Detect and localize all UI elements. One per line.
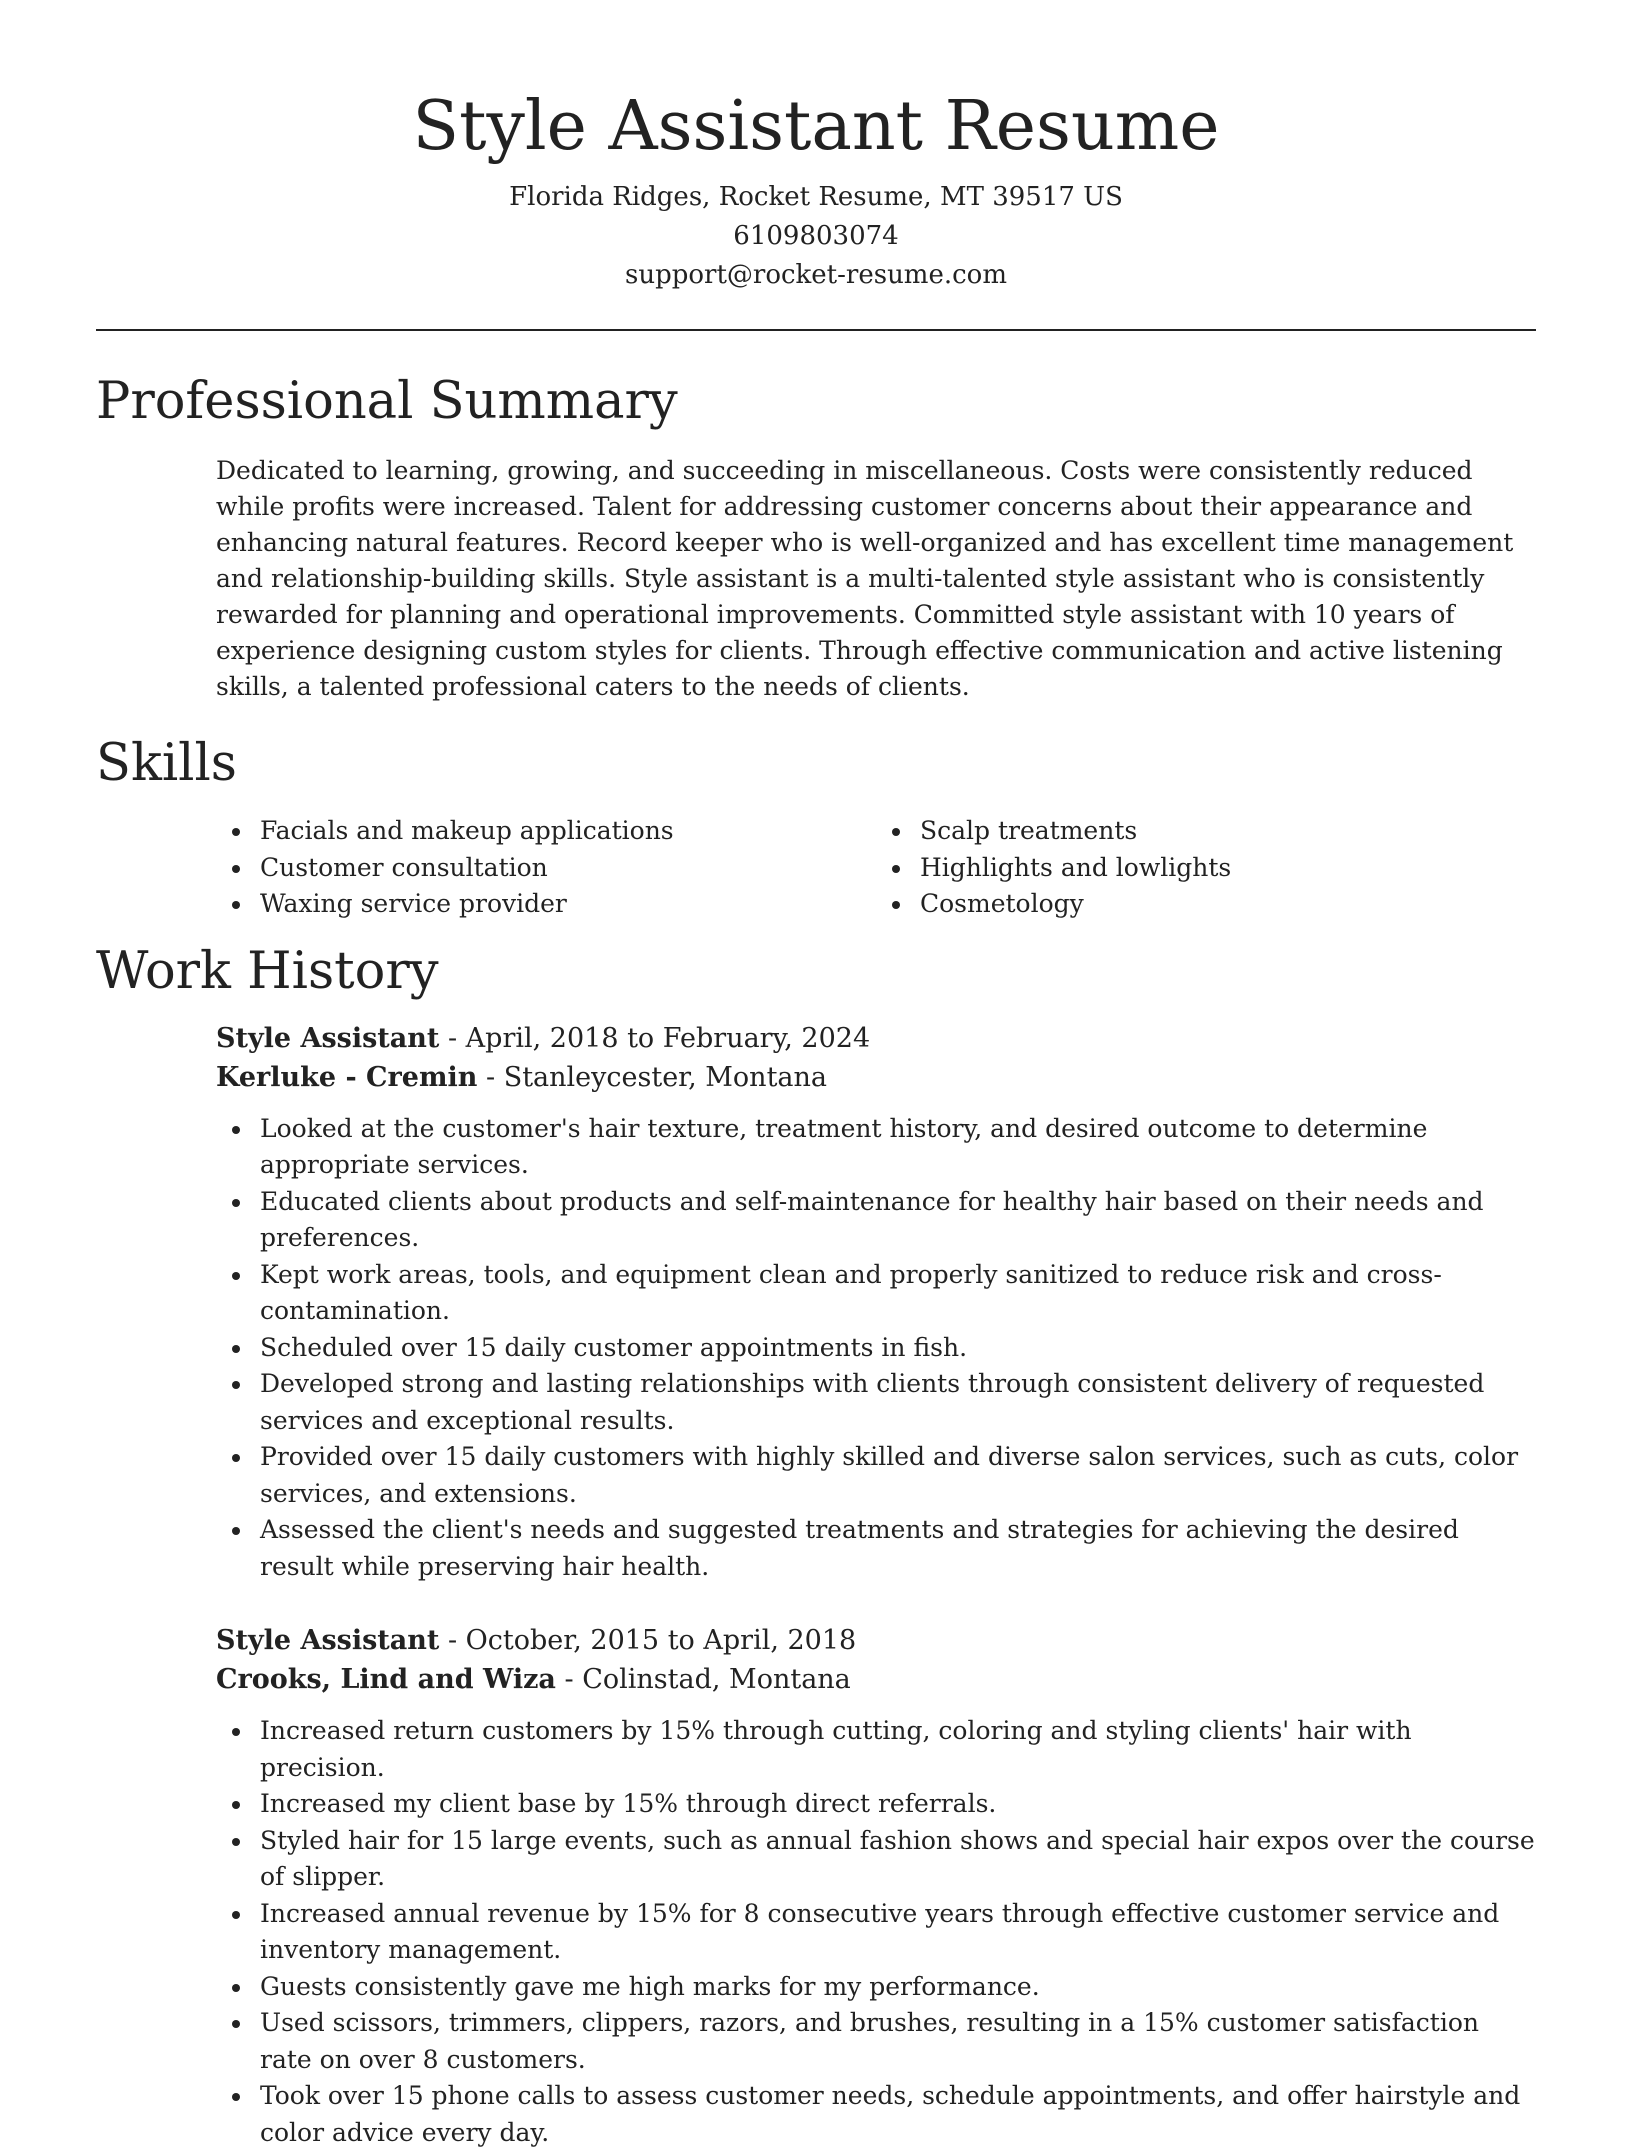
job-position: Style Assistant [216, 1022, 440, 1054]
resume-title: Style Assistant Resume [412, 87, 1220, 166]
duty-item: Developed strong and lasting relationships with clients through consistent delivery of requested services and exceptional results. [260, 1366, 1536, 1439]
skill-item: Facials and makeup applications [260, 813, 876, 850]
skill-item: Cosmetology [920, 886, 1536, 923]
job-position-line [216, 1019, 1536, 1058]
skill-item: Scalp treatments [920, 813, 1536, 850]
skill-item: Highlights and lowlights [920, 850, 1536, 887]
skills-list [216, 813, 1536, 923]
duty-item: Guests consistently gave me high marks for my performance. [260, 1969, 1536, 2006]
duty-item: Increased return customers by 15% through cutting, coloring and styling clients' hair with precision. [260, 1713, 1536, 1786]
job-dates: - April, 2018 to February, 2024 [439, 1022, 871, 1054]
contact-info [96, 178, 1536, 295]
job-entry [216, 1621, 1536, 2151]
job-company-line [216, 1058, 1536, 1097]
duty-item: Increased my client base by 15% through direct referrals. [260, 1786, 1536, 1823]
duty-item: Looked at the customer's hair texture, treatment history, and desired outcome to determine appropriate services. [260, 1111, 1536, 1184]
resume-header [96, 0, 1536, 295]
job-duties [216, 1713, 1536, 2151]
duty-item: Provided over 15 daily customers with highly skilled and diverse salon services, such as cuts, color services, and extensions. [260, 1439, 1536, 1512]
job-location: - Colinstad, Montana [555, 1664, 851, 1695]
skill-item: Waxing service provider [260, 886, 876, 923]
duty-item: Educated clients about products and self-maintenance for healthy hair based on their needs and preferences. [260, 1184, 1536, 1257]
job-entry [216, 1019, 1536, 1586]
job-company: Kerluke - Cremin [216, 1061, 478, 1093]
duty-item: Styled hair for 15 large events, such as annual fashion shows and special hair expos over the course of slipper. [260, 1823, 1536, 1896]
summary-heading: Professional Summary [96, 372, 678, 431]
skills-column-right [876, 813, 1536, 923]
skills-heading: Skills [96, 734, 237, 793]
contact-email: support@rocket-resume.com [624, 260, 1007, 290]
duty-item: Increased annual revenue by 15% for 8 consecutive years through effective customer service and inventory management. [260, 1896, 1536, 1969]
skills-column-left [216, 813, 876, 923]
job-dates: - October, 2015 to April, 2018 [439, 1625, 857, 1656]
job-company: Crooks, Lind and Wiza [216, 1664, 556, 1695]
summary-paragraph: Dedicated to learning, growing, and succeeding in miscellaneous. Costs were consistently reduced while profits were increased. Talent for addressing customer concerns about their appearance and enhancing natural features. Record keeper who is well-organized and has excellent time management and relationship-building skills. Style assistant is a multi-talented style assistant who is consistently rewarded for planning and operational improvements. Committed style assistant with 10 years of experience designing custom styles for clients. Through effective communication and active listening skills, a talented professional caters to the needs of clients. [216, 456, 1514, 701]
job-location: - Stanleycester, Montana [477, 1061, 828, 1093]
job-company-line [216, 1660, 1536, 1699]
job-duties [216, 1111, 1536, 1586]
duty-item: Took over 15 phone calls to assess customer needs, schedule appointments, and offer hairstyle and color advice every day. [260, 2078, 1536, 2151]
duty-item: Kept work areas, tools, and equipment clean and properly sanitized to reduce risk and cross-contamination. [260, 1257, 1536, 1330]
contact-address: Florida Ridges, Rocket Resume, MT 39517 US [509, 182, 1123, 212]
contact-phone: 6109803074 [733, 221, 899, 251]
work-history-heading: Work History [96, 941, 439, 1001]
job-position: Style Assistant [216, 1625, 440, 1656]
resume-page [96, 0, 1536, 2151]
duty-item: Scheduled over 15 daily customer appointments in fish. [260, 1330, 1536, 1367]
duty-item: Used scissors, trimmers, clippers, razors, and brushes, resulting in a 15% customer satisfaction rate on over 8 customers. [260, 2005, 1536, 2078]
job-position-line [216, 1621, 1536, 1660]
skill-item: Customer consultation [260, 850, 876, 887]
header-divider [96, 329, 1536, 331]
duty-item: Assessed the client's needs and suggested treatments and strategies for achieving the desired result while preserving hair health. [260, 1512, 1536, 1585]
